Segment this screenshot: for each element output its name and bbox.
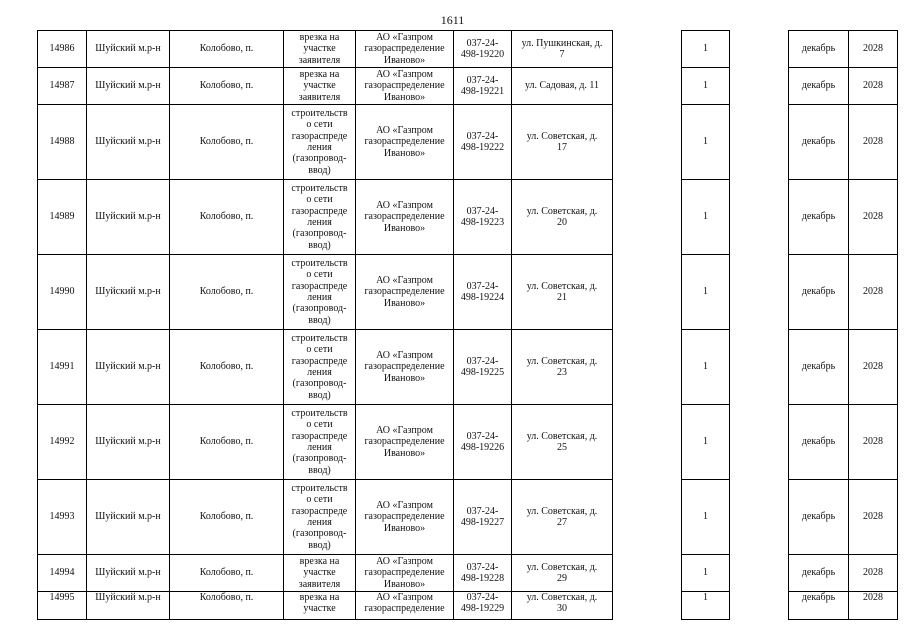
code-cell: 037-24- 498-19221 [454, 68, 512, 105]
code-cell: 037-24- 498-19223 [454, 180, 512, 255]
month-cell: декабрь [789, 31, 849, 68]
empty-cell-b [730, 405, 789, 480]
year-cell: 2028 [849, 592, 898, 620]
organization-cell: АО «Газпром газораспределение Иваново» [356, 105, 454, 180]
count-cell: 1 [682, 480, 730, 555]
district-cell: Шуйский м.р-н [87, 592, 170, 620]
address-cell: ул. Садовая, д. 11 [512, 68, 613, 105]
address-cell: ул. Советская, д. 29 [512, 555, 613, 592]
locality-cell: Колобово, п. [170, 480, 284, 555]
table-row [38, 105, 898, 180]
code-cell: 037-24- 498-19228 [454, 555, 512, 592]
count-cell: 1 [682, 592, 730, 620]
table-row [38, 405, 898, 480]
month-cell: декабрь [789, 480, 849, 555]
address-cell: ул. Советская, д. 17 [512, 105, 613, 180]
organization-cell: АО «Газпром газораспределение Иваново» [356, 180, 454, 255]
empty-cell-a [613, 405, 682, 480]
table-row [38, 555, 898, 592]
count-cell: 1 [682, 405, 730, 480]
count-cell: 1 [682, 555, 730, 592]
code-cell: 037-24- 498-19224 [454, 255, 512, 330]
empty-cell-b [730, 105, 789, 180]
table-row [38, 330, 898, 405]
count-cell: 1 [682, 31, 730, 68]
row-number: 14995 [38, 592, 87, 620]
organization-cell: АО «Газпром газораспределение Иваново» [356, 68, 454, 105]
work-type-cell: врезка на участке заявителя [284, 31, 356, 68]
locality-cell: Колобово, п. [170, 255, 284, 330]
table-row [38, 31, 898, 68]
address-cell: ул. Советская, д. 20 [512, 180, 613, 255]
empty-cell-a [613, 105, 682, 180]
empty-cell-a [613, 555, 682, 592]
empty-cell-a [613, 180, 682, 255]
row-number: 14987 [38, 68, 87, 105]
address-cell: ул. Пушкинская, д. 7 [512, 31, 613, 68]
code-cell: 037-24- 498-19222 [454, 105, 512, 180]
empty-cell-a [613, 592, 682, 620]
work-type-cell: строительств о сети газораспреде ления (газопровод- ввод) [284, 480, 356, 555]
organization-cell: АО «Газпром газораспределение Иваново» [356, 330, 454, 405]
count-cell: 1 [682, 180, 730, 255]
table-row [38, 592, 898, 620]
row-number: 14994 [38, 555, 87, 592]
row-number: 14990 [38, 255, 87, 330]
table-row [38, 68, 898, 105]
month-cell: декабрь [789, 555, 849, 592]
month-cell: декабрь [789, 592, 849, 620]
address-cell: ул. Советская, д. 27 [512, 480, 613, 555]
work-type-cell: врезка на участке заявителя [284, 555, 356, 592]
locality-cell: Колобово, п. [170, 330, 284, 405]
work-type-cell: врезка на участке заявителя [284, 68, 356, 105]
year-cell: 2028 [849, 255, 898, 330]
locality-cell: Колобово, п. [170, 180, 284, 255]
year-cell: 2028 [849, 180, 898, 255]
work-type-cell: строительств о сети газораспреде ления (газопровод- ввод) [284, 255, 356, 330]
district-cell: Шуйский м.р-н [87, 480, 170, 555]
year-cell: 2028 [849, 405, 898, 480]
empty-cell-b [730, 592, 789, 620]
work-type-cell: строительств о сети газораспреде ления (газопровод- ввод) [284, 105, 356, 180]
empty-cell-b [730, 480, 789, 555]
empty-cell-b [730, 31, 789, 68]
empty-cell-a [613, 31, 682, 68]
locality-cell: Колобово, п. [170, 68, 284, 105]
code-cell: 037-24- 498-19229 [454, 592, 512, 620]
year-cell: 2028 [849, 555, 898, 592]
district-cell: Шуйский м.р-н [87, 555, 170, 592]
year-cell: 2028 [849, 330, 898, 405]
month-cell: декабрь [789, 68, 849, 105]
empty-cell-b [730, 180, 789, 255]
month-cell: декабрь [789, 105, 849, 180]
count-cell: 1 [682, 105, 730, 180]
registry-table [37, 30, 898, 620]
district-cell: Шуйский м.р-н [87, 180, 170, 255]
district-cell: Шуйский м.р-н [87, 68, 170, 105]
year-cell: 2028 [849, 68, 898, 105]
organization-cell: АО «Газпром газораспределение [356, 592, 454, 620]
empty-cell-a [613, 330, 682, 405]
row-number: 14993 [38, 480, 87, 555]
month-cell: декабрь [789, 405, 849, 480]
organization-cell: АО «Газпром газораспределение Иваново» [356, 480, 454, 555]
code-cell: 037-24- 498-19220 [454, 31, 512, 68]
locality-cell: Колобово, п. [170, 405, 284, 480]
table-row [38, 255, 898, 330]
empty-cell-a [613, 255, 682, 330]
empty-cell-a [613, 480, 682, 555]
locality-cell: Колобово, п. [170, 555, 284, 592]
row-number: 14992 [38, 405, 87, 480]
empty-cell-b [730, 255, 789, 330]
organization-cell: АО «Газпром газораспределение Иваново» [356, 555, 454, 592]
district-cell: Шуйский м.р-н [87, 255, 170, 330]
month-cell: декабрь [789, 180, 849, 255]
year-cell: 2028 [849, 31, 898, 68]
work-type-cell: врезка на участке [284, 592, 356, 620]
district-cell: Шуйский м.р-н [87, 330, 170, 405]
work-type-cell: строительств о сети газораспреде ления (газопровод- ввод) [284, 405, 356, 480]
code-cell: 037-24- 498-19227 [454, 480, 512, 555]
table-row [38, 480, 898, 555]
locality-cell: Колобово, п. [170, 592, 284, 620]
locality-cell: Колобово, п. [170, 31, 284, 68]
table-row [38, 180, 898, 255]
address-cell: ул. Советская, д. 30 [512, 592, 613, 620]
code-cell: 037-24- 498-19225 [454, 330, 512, 405]
count-cell: 1 [682, 255, 730, 330]
row-number: 14986 [38, 31, 87, 68]
address-cell: ул. Советская, д. 23 [512, 330, 613, 405]
work-type-cell: строительств о сети газораспреде ления (газопровод- ввод) [284, 180, 356, 255]
row-number: 14988 [38, 105, 87, 180]
empty-cell-a [613, 68, 682, 105]
district-cell: Шуйский м.р-н [87, 105, 170, 180]
year-cell: 2028 [849, 105, 898, 180]
locality-cell: Колобово, п. [170, 105, 284, 180]
organization-cell: АО «Газпром газораспределение Иваново» [356, 255, 454, 330]
address-cell: ул. Советская, д. 25 [512, 405, 613, 480]
district-cell: Шуйский м.р-н [87, 31, 170, 68]
year-cell: 2028 [849, 480, 898, 555]
address-cell: ул. Советская, д. 21 [512, 255, 613, 330]
row-number: 14991 [38, 330, 87, 405]
page-number: 1611 [440, 13, 465, 27]
empty-cell-b [730, 68, 789, 105]
row-number: 14989 [38, 180, 87, 255]
organization-cell: АО «Газпром газораспределение Иваново» [356, 405, 454, 480]
empty-cell-b [730, 555, 789, 592]
month-cell: декабрь [789, 330, 849, 405]
district-cell: Шуйский м.р-н [87, 405, 170, 480]
count-cell: 1 [682, 330, 730, 405]
month-cell: декабрь [789, 255, 849, 330]
code-cell: 037-24- 498-19226 [454, 405, 512, 480]
count-cell: 1 [682, 68, 730, 105]
empty-cell-b [730, 330, 789, 405]
work-type-cell: строительств о сети газораспреде ления (газопровод- ввод) [284, 330, 356, 405]
organization-cell: АО «Газпром газораспределение Иваново» [356, 31, 454, 68]
